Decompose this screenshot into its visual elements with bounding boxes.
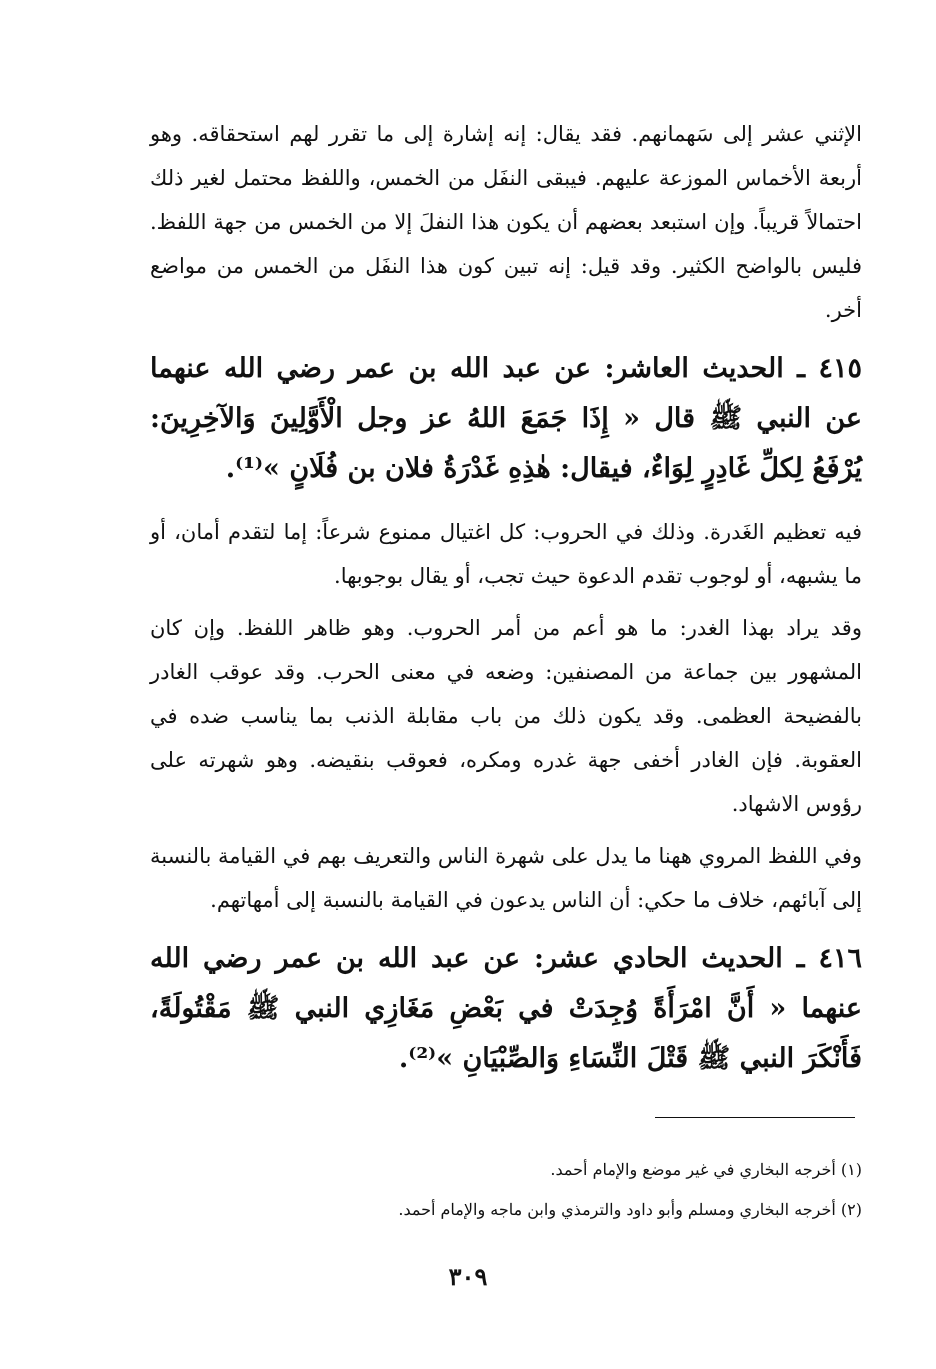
hadith-416-number: ٤١٦	[818, 943, 862, 974]
hadith-416	[150, 934, 862, 1084]
hadith-415	[150, 344, 862, 494]
paragraph-commentary-1: فيه تعظيم الغَدرة. وذلك في الحروب: كل اغتيال ممنوع شرعاً: إما لتقدم أمان، أو ما يشبهه، أو لوجوب تقدم الدعوة حيث تجب، أو يقال بوجوبها.	[150, 520, 862, 588]
footnote-2: (٢) أخرجه البخاري ومسلم وأبو داود والترمذي وابن ماجه والإمام أحمد.	[398, 1200, 862, 1219]
footnote-1: (١) أخرجه البخاري في غير موضع والإمام أحمد.	[550, 1160, 862, 1179]
paragraph-commentary-2: وقد يراد بهذا الغدر: ما هو أعم من أمر الحروب. وهو ظاهر اللفظ. وإن كان المشهور بين جماعة من المصنفين: وضعه في معنى الحرب. وقد عوقب الغادر بالفضيحة العظمى. وقد يكون ذلك من باب مقابلة الذنب بما يناسب ضده في العقوبة. فإن الغادر أخفى جهة غدره ومكره، فعوقب بنقيضه. وهو شهرته على رؤوس الاشهاد.	[150, 616, 862, 816]
paragraph-intro: الإثني عشر إلى سَهمانهم. فقد يقال: إنه إشارة إلى ما تقرر لهم استحقاقه. وهو أربعة الأخماس الموزعة عليهم. فيبقى النفَل من الخمس، واللفظ محتمل لغير ذلك احتمالاً قريباً. وإن استبعد بعضهم أن يكون هذا النفلَ إلا من الخمس من جهة اللفظ. فليس بالواضح الكثير. وقد قيل: إنه تبين كون هذا النفَل من الخمس من مواضع أخر.	[150, 122, 862, 322]
footnote-divider	[655, 1117, 855, 1118]
paragraph-commentary-3: وفي اللفظ المروي ههنا ما يدل على شهرة الناس والتعريف بهم في القيامة بالنسبة إلى آبائهم، خلاف ما حكي: أن الناس يدعون في القيامة بالنسبة إلى أمهاتهم.	[150, 844, 862, 912]
page-number: ٣٠٩	[448, 1262, 488, 1291]
page-body	[150, 112, 862, 1100]
hadith-415-number: ٤١٥	[818, 353, 862, 384]
hadith-416-text: ـ الحديث الحادي عشر: عن عبد الله بن عمر رضي الله عنهما « أَنَّ امْرَأَةً وُجِدَتْ في بَعْضِ مَغَازِي النبي ﷺ مَقْتُولَةً، فَأَنْكَرَ النبي ﷺ قَتْلَ النِّسَاءِ وَالصِّبْيَانِ »⁽²⁾.	[150, 943, 862, 1074]
footnotes	[150, 1150, 862, 1230]
hadith-415-text: ـ الحديث العاشر: عن عبد الله بن عمر رضي الله عنهما عن النبي ﷺ قال « إِذَا جَمَعَ اللهُ عز وجل الْأَوَّلِينَ وَالآخِرِينَ: يُرْفَعُ لِكلِّ غَادِرٍ لِوَاءٌ، فيقال: هٰذِهِ غَدْرَةُ فلان بن فُلَانٍ »⁽¹⁾.	[150, 353, 862, 484]
